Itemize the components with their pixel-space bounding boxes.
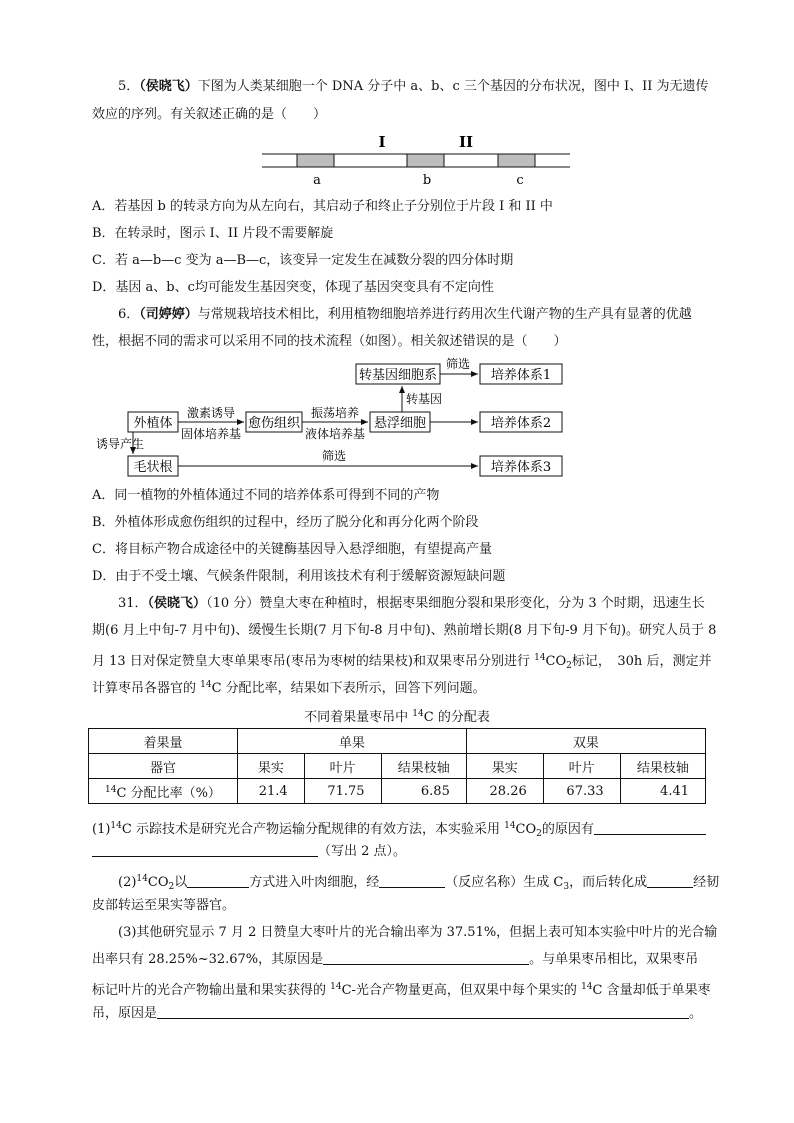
text: CO	[515, 822, 537, 837]
superscript: 14	[330, 982, 342, 992]
text: C-光合产物量更高，但双果中每个果实的	[341, 983, 582, 998]
q31-stem-line1	[118, 595, 705, 613]
label-hormone-induce: 激素诱导	[186, 406, 236, 420]
q5-author: （侯晓飞）	[139, 79, 198, 94]
q31-stem-line4	[92, 676, 486, 698]
text: 经韧	[693, 875, 720, 890]
q31-sub2-line2: 皮部转运至果实等器官。	[92, 898, 236, 913]
text: 计算枣吊各器官的	[92, 681, 201, 696]
text-explant: 外植体	[133, 416, 173, 431]
label-shake-culture: 振荡培养	[310, 406, 360, 420]
q5-stem-text1: 下图为人类某细胞一个 DNA 分子中 a、b、c 三个基因的分布状况，图中 I、II 为无遗传	[197, 79, 709, 94]
answer-blank[interactable]	[323, 952, 529, 965]
q6-option-b: B．外植体形成愈伤组织的过程中，经历了脱分化和再分化两个阶段	[92, 515, 479, 530]
text-hairy-root: 毛状根	[133, 460, 173, 475]
cell-value: 6.85	[381, 779, 466, 804]
q6-option-d: D．由于不受土壤、气候条件限制，利用该技术有利于缓解资源短缺问题	[92, 569, 506, 584]
text: CO	[545, 654, 567, 669]
q31-sub2-line1	[118, 870, 719, 896]
q6-option-a: A．同一植物的外植体通过不同的培养体系可得到不同的产物	[92, 488, 440, 503]
text: 标记， 30h 后，测定并	[571, 654, 712, 669]
text: 。与单果枣吊相比，双果枣吊	[529, 952, 699, 967]
answer-blank[interactable]	[187, 875, 249, 888]
label-transgene: 转基因	[406, 392, 443, 406]
gene-c-label: c	[516, 173, 524, 188]
cell-value: 28.26	[466, 779, 543, 804]
q31-author: （侯晓飞）	[147, 596, 207, 611]
text: 出率只有 28.25%~32.67%，其原因是	[92, 952, 324, 967]
q31-stem-line2: 期(6 月上中旬-7 月中旬)、缓慢生长期(7 月下旬-8 月中旬)、熟前增长期(8 月下旬-9 月下旬)。研究人员于 8	[92, 623, 717, 638]
label-screen1: 筛选	[445, 357, 471, 371]
text: (2)	[118, 875, 137, 890]
superscript: 14	[105, 784, 117, 795]
header-organ: 器官	[89, 754, 238, 779]
q6-stem-line2: 性，根据不同的需求可以采用不同的技术流程（如图）。相关叙述错误的是（ ）	[92, 334, 567, 349]
label-screen2: 筛选	[321, 449, 347, 463]
q31-sub1-line2	[92, 843, 406, 861]
text-culture1: 培养体系1	[490, 368, 552, 383]
answer-blank[interactable]	[157, 1006, 689, 1019]
text: 的原因有	[541, 822, 594, 837]
cell-value: 67.33	[543, 779, 620, 804]
col-header: 叶片	[304, 754, 381, 779]
text: ，而后转化成	[569, 875, 648, 890]
text-callus: 愈伤组织	[247, 416, 301, 431]
q6-author: （司婷婷）	[139, 307, 198, 322]
q6-stem-line1	[118, 306, 692, 324]
text: 月 13 日对保定赞皇大枣单果枣吊(枣吊为枣树的结果枝)和双果枣吊分别进行	[92, 654, 535, 669]
answer-blank[interactable]	[92, 844, 318, 857]
text: CO	[147, 875, 169, 890]
q31-score: （10 分）	[206, 596, 260, 611]
q5-option-a: A．若基因 b 的转录方向为从左向右，其启动子和终止子分别位于片段 I 和 II 中	[92, 199, 553, 214]
text-suspension: 悬浮细胞	[373, 416, 427, 431]
text: 以	[174, 875, 188, 890]
subscript: 2	[168, 882, 175, 892]
text: C 的分配表	[423, 710, 490, 725]
text: C 示踪技术是研究光合产物运输分配规律的有效方法，本实验采用	[121, 822, 505, 837]
gene-a-label: a	[313, 173, 321, 188]
table-row	[89, 754, 706, 779]
label-induce-produce: 诱导产生	[96, 437, 145, 451]
superscript: 14	[136, 874, 148, 884]
q5-option-b: B．在转录时，图示 I、II 片段不需要解旋	[92, 226, 334, 241]
text-transgenic: 转基因细胞系	[358, 368, 438, 383]
label-liquid-medium: 液体培养基	[304, 427, 366, 441]
q5-option-d: D．基因 a、b、c均可能发生基因突变，体现了基因突变具有不定向性	[92, 280, 494, 295]
subscript: 3	[563, 882, 570, 892]
superscript: 14	[412, 709, 424, 719]
superscript: 14	[110, 821, 122, 831]
q31-sub3-line4	[92, 1005, 702, 1023]
superscript: 14	[200, 680, 212, 690]
answer-blank[interactable]	[647, 875, 693, 888]
q6-stem-text1: 与常规栽培技术相比，利用植物细胞培养进行药用次生代谢产物的生产具有显著的优越	[197, 307, 692, 322]
table-row	[89, 729, 706, 754]
q31-sub3-line1: (3)其他研究显示 7 月 2 日赞皇大枣叶片的光合输出率为 37.51%，但据上表可知本实验中叶片的光合输	[118, 925, 718, 940]
answer-blank[interactable]	[594, 822, 706, 835]
text: （反应名称）生成 C	[445, 875, 564, 890]
text: C 分配比率（%）	[116, 785, 221, 801]
row-label	[89, 779, 238, 804]
text-culture2: 培养体系2	[490, 416, 552, 431]
q6-option-c: C．将目标产物合成途径中的关键酶基因导入悬浮细胞，有望提高产量	[92, 542, 492, 557]
answer-blank[interactable]	[379, 875, 445, 888]
superscript: 14	[504, 821, 516, 831]
header-single: 单果	[238, 729, 467, 754]
header-load: 着果量	[89, 729, 238, 754]
text: 不同着果量枣吊中	[304, 710, 413, 725]
label-solid-medium: 固体培养基	[180, 427, 242, 441]
cell-value: 21.4	[238, 779, 305, 804]
text: (1)	[92, 822, 111, 837]
gene-b-box	[407, 154, 444, 167]
q6-number: 6．	[118, 307, 140, 322]
q31-sub3-line3	[92, 978, 711, 1000]
q31-sub1-line1	[92, 817, 706, 843]
q31-sub3-line2	[92, 951, 698, 969]
text: 。	[689, 1006, 703, 1021]
q31-stem-text1: 赞皇大枣在种植时，根据枣果细胞分裂和果形变化，分为 3 个时期，迅速生长	[259, 596, 705, 611]
table-caption	[0, 706, 794, 725]
superscript: 14	[581, 982, 593, 992]
subscript: 2	[536, 829, 542, 839]
header-double: 双果	[466, 729, 705, 754]
col-header: 结果枝轴	[620, 754, 705, 779]
culture-flowchart	[84, 356, 574, 482]
dna-diagram	[262, 130, 574, 190]
text: 吊，原因是	[92, 1006, 158, 1021]
subscript: 2	[566, 661, 572, 671]
q5-option-c: C．若 a—b—c 变为 a—B—c，该变异一定发生在减数分裂的四分体时期	[92, 253, 514, 268]
col-header: 叶片	[543, 754, 620, 779]
text-culture3: 培养体系3	[490, 460, 552, 475]
text: 标记叶片的光合产物输出量和果实获得的	[92, 983, 331, 998]
text: C 含量却低于单果枣	[592, 983, 711, 998]
text: 方式进入叶肉细胞，经	[249, 875, 380, 890]
superscript: 14	[534, 653, 546, 663]
gene-c-box	[498, 154, 535, 167]
text: （写出 2 点）。	[318, 844, 407, 859]
segment-label-1: I	[378, 133, 386, 151]
col-header: 结果枝轴	[381, 754, 466, 779]
text: C 分配比率，结果如下表所示，回答下列问题。	[211, 681, 486, 696]
q5-stem-line1	[118, 78, 709, 96]
gene-a-box	[297, 154, 334, 167]
distribution-table	[88, 728, 706, 804]
col-header: 果实	[466, 754, 543, 779]
q31-number: 31．	[118, 596, 148, 611]
q5-stem-line2: 效应的序列。有关叙述正确的是（ ）	[92, 107, 327, 122]
segment-label-2: II	[458, 133, 474, 151]
gene-b-label: b	[422, 173, 432, 188]
q31-stem-line3	[92, 649, 711, 675]
col-header: 果实	[238, 754, 305, 779]
table-row	[89, 779, 706, 804]
cell-value: 4.41	[620, 779, 705, 804]
q5-number: 5．	[118, 79, 140, 94]
cell-value: 71.75	[304, 779, 381, 804]
